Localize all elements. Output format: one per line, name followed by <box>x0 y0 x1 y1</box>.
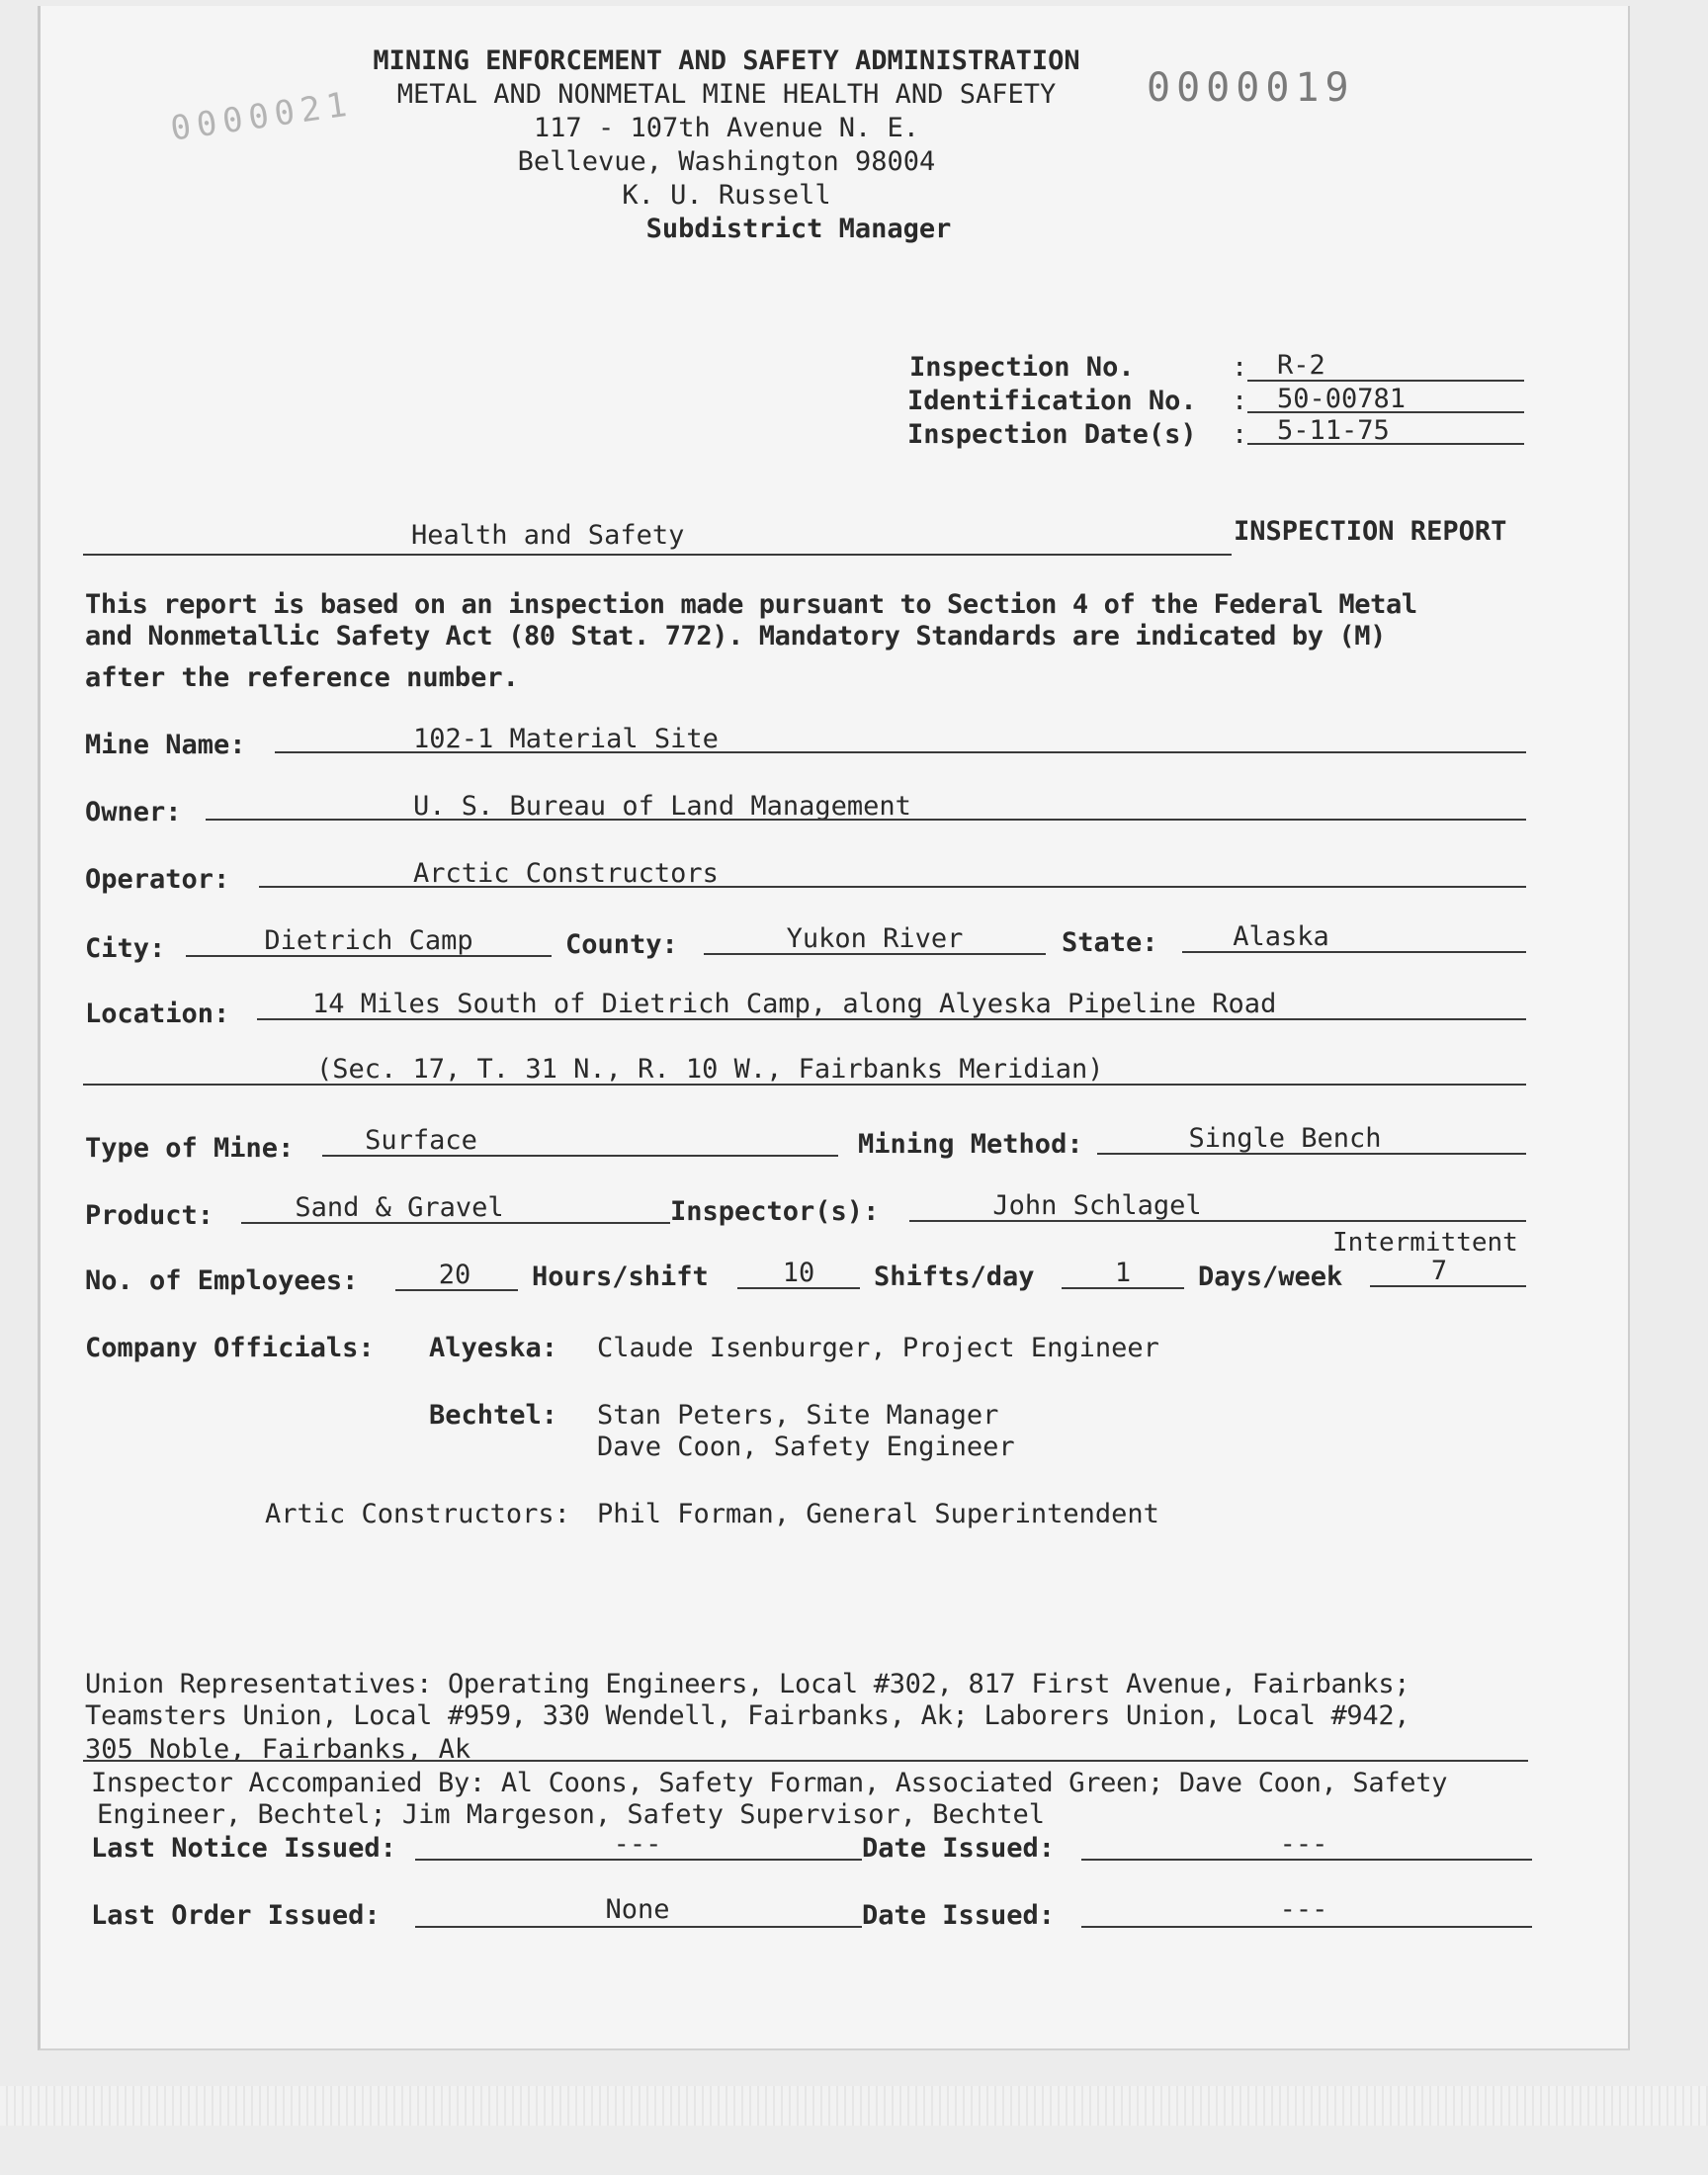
owner-value: U. S. Bureau of Land Management <box>413 791 911 822</box>
bechtel-official-1: Stan Peters, Site Manager <box>597 1400 999 1431</box>
county-value: Yukon River <box>786 923 964 954</box>
location-label: Location: <box>85 999 230 1029</box>
inspection-dates-underline <box>1247 443 1524 445</box>
mine-name-underline <box>275 751 1526 753</box>
mining-method-value: Single Bench <box>1188 1123 1382 1154</box>
city-value: Dietrich Camp <box>264 925 473 956</box>
report-type-underline <box>83 554 1232 556</box>
date-issued-label: Date Issued: <box>862 1900 1056 1931</box>
shifts-value: 1 <box>1114 1258 1132 1288</box>
identification-no-underline <box>1247 411 1524 413</box>
location-line-2: (Sec. 17, T. 31 N., R. 10 W., Fairbanks Meridian) <box>316 1054 1104 1085</box>
last-order-label: Last Order Issued: <box>91 1900 381 1931</box>
report-title: INSPECTION REPORT <box>1234 516 1507 547</box>
inspection-dates-label: Inspection Date(s) <box>907 419 1197 450</box>
union-underline <box>83 1760 1528 1762</box>
scan-bottom-strip <box>0 2086 1708 2126</box>
union-line-3: 305 Noble, Fairbanks, Ak <box>85 1734 471 1765</box>
inspectors-underline <box>909 1220 1526 1222</box>
report-type: Health and Safety <box>411 520 685 551</box>
intro-line-1: This report is based on an inspection made pursuant to Section 4 of the Federal Metal <box>85 589 1417 620</box>
bechtel-label: Bechtel: <box>429 1400 558 1431</box>
state-value: Alaska <box>1233 921 1329 952</box>
location-underline-1 <box>257 1018 1526 1020</box>
owner-label: Owner: <box>85 797 182 827</box>
type-of-mine-underline <box>322 1155 838 1157</box>
inspectors-value: John Schlagel <box>992 1190 1202 1221</box>
product-underline <box>241 1222 670 1224</box>
document-number-stamp: 0000019 <box>1147 65 1355 111</box>
header-manager-name: K. U. Russell <box>622 180 831 211</box>
last-order-value: None <box>605 1894 670 1925</box>
county-underline <box>704 953 1046 955</box>
company-officials-label: Company Officials: <box>85 1333 375 1363</box>
colon: : <box>1232 419 1248 450</box>
alyeska-official: Claude Isenburger, Project Engineer <box>597 1333 1159 1363</box>
accompanied-line-1: Inspector Accompanied By: Al Coons, Safety Forman, Associated Green; Dave Coon, Safety <box>91 1768 1448 1798</box>
date-issued-underline <box>1081 1859 1532 1861</box>
hours-underline <box>737 1287 860 1289</box>
mining-method-label: Mining Method: <box>858 1129 1083 1160</box>
colon: : <box>1232 352 1248 383</box>
operator-label: Operator: <box>85 864 230 895</box>
header-city: Bellevue, Washington 98004 <box>517 146 936 177</box>
header-agency: MINING ENFORCEMENT AND SAFETY ADMINISTRATION <box>373 45 1080 76</box>
shifts-underline <box>1062 1287 1184 1289</box>
owner-underline <box>206 819 1526 821</box>
inspectors-label: Inspector(s): <box>670 1196 880 1227</box>
date-issued-label: Date Issued: <box>862 1833 1056 1864</box>
artic-label: Artic Constructors: <box>265 1499 570 1529</box>
intro-line-2: and Nonmetallic Safety Act (80 Stat. 772). Mandatory Standards are indicated by (M) <box>85 621 1386 652</box>
bechtel-official-2: Dave Coon, Safety Engineer <box>597 1432 1015 1462</box>
inspection-no-label: Inspection No. <box>909 352 1135 383</box>
product-value: Sand & Gravel <box>295 1192 504 1223</box>
union-line-2: Teamsters Union, Local #959, 330 Wendell, Fairbanks, Ak; Laborers Union, Local #942, <box>85 1700 1410 1731</box>
city-underline <box>186 955 552 957</box>
date-issued-value: --- <box>1279 1829 1328 1860</box>
hours-label: Hours/shift <box>532 1262 709 1292</box>
union-line-1: Union Representatives: Operating Engineers, Local #302, 817 First Avenue, Fairbanks; <box>85 1669 1410 1699</box>
employees-label: No. of Employees: <box>85 1265 359 1296</box>
state-label: State: <box>1062 927 1158 958</box>
product-label: Product: <box>85 1200 214 1231</box>
intro-line-3: after the reference number. <box>85 662 519 693</box>
hours-value: 10 <box>782 1258 815 1288</box>
last-order-underline <box>415 1926 862 1928</box>
days-underline <box>1370 1285 1526 1287</box>
date-issued-underline <box>1081 1926 1532 1928</box>
last-notice-label: Last Notice Issued: <box>91 1833 396 1864</box>
type-of-mine-value: Surface <box>365 1125 477 1156</box>
identification-no-value: 50-00781 <box>1277 384 1407 414</box>
operator-value: Arctic Constructors <box>413 858 719 889</box>
last-notice-value: --- <box>613 1829 662 1860</box>
shifts-label: Shifts/day <box>874 1262 1035 1292</box>
mine-name-label: Mine Name: <box>85 730 246 760</box>
employees-underline <box>395 1289 518 1291</box>
header-address: 117 - 107th Avenue N. E. <box>533 113 920 143</box>
state-underline <box>1182 951 1526 953</box>
location-line-1: 14 Miles South of Dietrich Camp, along Alyeska Pipeline Road <box>312 989 1277 1019</box>
inspection-no-underline <box>1247 380 1524 382</box>
employees-value: 20 <box>438 1260 471 1290</box>
header-manager-title: Subdistrict Manager <box>645 214 952 244</box>
mine-name-value: 102-1 Material Site <box>413 724 719 754</box>
artic-official: Phil Forman, General Superintendent <box>597 1499 1159 1529</box>
last-notice-underline <box>415 1859 862 1861</box>
location-underline-2 <box>83 1084 1526 1086</box>
city-label: City: <box>85 933 166 964</box>
date-issued-value: --- <box>1279 1894 1328 1925</box>
colon: : <box>1232 386 1248 416</box>
identification-no-label: Identification No. <box>907 386 1197 416</box>
days-note: Intermittent <box>1332 1228 1518 1258</box>
type-of-mine-label: Type of Mine: <box>85 1133 295 1164</box>
faded-number-stamp: 0000021 <box>168 84 356 149</box>
inspection-no-value: R-2 <box>1277 350 1325 381</box>
header-division: METAL AND NONMETAL MINE HEALTH AND SAFETY <box>396 79 1057 110</box>
alyeska-label: Alyeska: <box>429 1333 558 1363</box>
inspection-dates-value: 5-11-75 <box>1277 415 1390 446</box>
days-label: Days/week <box>1198 1262 1343 1292</box>
operator-underline <box>259 886 1526 888</box>
county-label: County: <box>565 929 678 960</box>
mining-method-underline <box>1097 1153 1526 1155</box>
days-value: 7 <box>1430 1256 1448 1286</box>
accompanied-line-2: Engineer, Bechtel; Jim Margeson, Safety Supervisor, Bechtel <box>97 1799 1046 1830</box>
